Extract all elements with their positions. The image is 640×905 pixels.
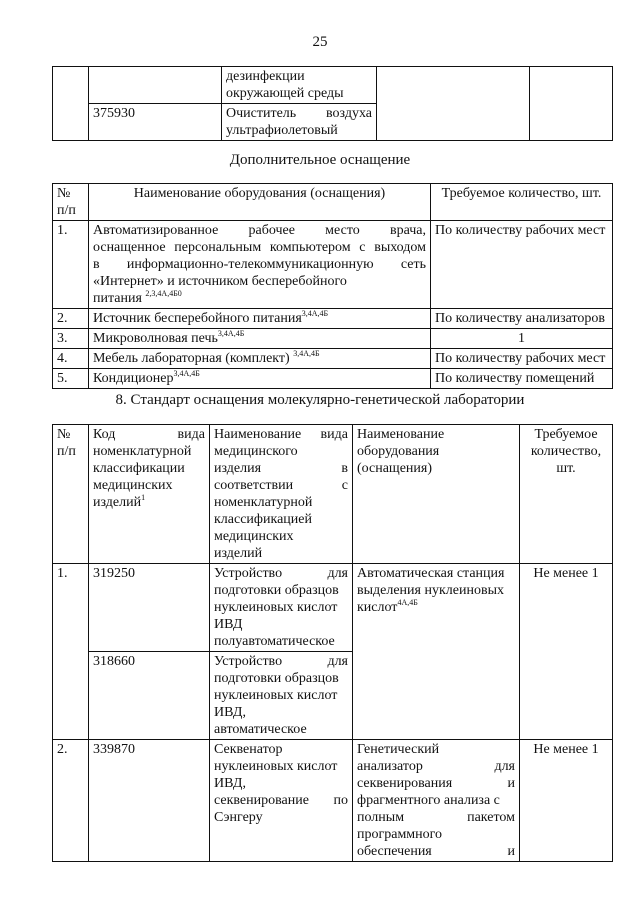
header-qty: Требуемое количество, шт. xyxy=(431,184,613,221)
table-cell-code xyxy=(89,67,222,104)
row-code: 339870 xyxy=(89,740,210,862)
row-num: 5. xyxy=(53,369,89,389)
table-cell xyxy=(377,67,530,141)
header-qty: Требуемое количество, шт. xyxy=(520,425,613,564)
row-kind: Секвенатор нуклеиновых кислот ИВД, секвенирование по Сэнгеру xyxy=(210,740,353,862)
continuation-table xyxy=(52,66,613,141)
standard-title: 8. Стандарт оснащения молекулярно-генетической лаборатории xyxy=(115,392,525,408)
table-cell-name: дезинфекции окружающей среды xyxy=(222,67,377,104)
row-name: Кондиционер$^{3,4А,4Б}$ xyxy=(89,369,431,389)
row-num: 3. xyxy=(53,329,89,349)
row-equipment: Генетический анализатор для секвенирования и фрагментного анализа с полным пакетом программного обеспечения и xyxy=(353,740,520,862)
header-equipment: Наименование оборудования (оснащения) xyxy=(353,425,520,564)
table-cell-name: Очиститель воздуха ультрафиолетовый xyxy=(222,104,377,141)
row-num: 1. xyxy=(53,564,89,740)
header-kind: Наименование вида медицинского изделия в соответствии с номенклатурной классификацией медицинских изделий xyxy=(210,425,353,564)
row-qty: 1 xyxy=(431,329,613,349)
table-cell xyxy=(53,67,89,141)
row-kind: Устройство для подготовки образцов нуклеиновых кислот ИВД, автоматическое xyxy=(210,652,353,740)
row-name: Источник бесперебойного питания$^{3,4А,4Б}$ xyxy=(89,309,431,329)
row-qty: По количеству рабочих мест xyxy=(431,349,613,369)
row-qty: Не менее 1 xyxy=(520,740,613,862)
table-cell xyxy=(530,67,613,141)
additional-equipment-title: Дополнительное оснащение xyxy=(229,152,411,168)
row-qty: По количеству анализаторов xyxy=(431,309,613,329)
row-num: 1. xyxy=(53,221,89,309)
row-num: 2. xyxy=(53,740,89,862)
row-kind: Устройство для подготовки образцов нуклеиновых кислот ИВД полуавтоматическое xyxy=(210,564,353,652)
row-num: 2. xyxy=(53,309,89,329)
header-name: Наименование оборудования (оснащения) xyxy=(89,184,431,221)
row-name: Мебель лабораторная (комплект) $^{3,4А,4Б}$ xyxy=(89,349,431,369)
row-qty: Не менее 1 xyxy=(520,564,613,740)
row-name: Автоматизированное рабочее место врача, оснащенное персональным компьютером с выходом в информационно-телекоммуникационную сеть «Интернет» и источником бесперебойного питания $^{2,3,4А,4Б0}$ xyxy=(89,221,431,309)
standard-equipment-table xyxy=(52,424,613,862)
row-qty: По количеству помещений xyxy=(431,369,613,389)
table-cell-code: 375930 xyxy=(89,104,222,141)
additional-equipment-table xyxy=(52,183,613,389)
row-name: Микроволновая печь$^{3,4А,4Б}$ xyxy=(89,329,431,349)
row-num: 4. xyxy=(53,349,89,369)
row-equipment: Автоматическая станция выделения нуклеиновых кислот$^{4А,4Б}$ xyxy=(353,564,520,740)
page-number: 25 xyxy=(312,34,328,50)
header-num: № п/п xyxy=(53,184,89,221)
header-num: № п/п xyxy=(53,425,89,564)
row-code: 319250 xyxy=(89,564,210,652)
row-code: 318660 xyxy=(89,652,210,740)
header-code: Код вида номенклатурной классификации медицинских изделий$^1$ xyxy=(89,425,210,564)
row-qty: По количеству рабочих мест xyxy=(431,221,613,309)
